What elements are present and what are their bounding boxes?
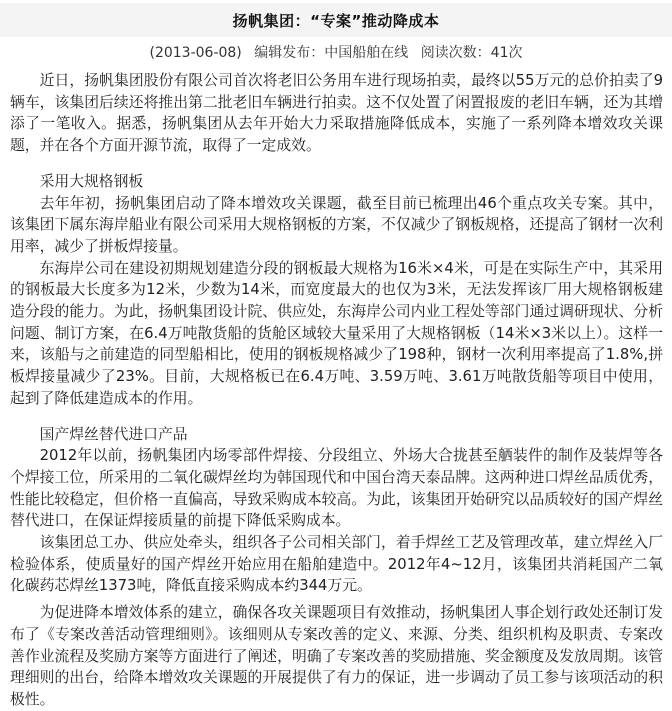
article-meta <box>0 42 672 64</box>
paragraph: 2012年以前，扬帆集团内场零部件焊接、分段组立、外场大合拢甚至舾装件的制作及装焊等各个焊接工位，所采用的二氧化碳焊丝均为韩国现代和中国台湾天泰品牌。这两种进口焊丝品质优秀，性能比较稳定，但价格一直偏高，导致采购成本较高。为此，该集团开始研究以品质较好的国产焊丝替代进口，在保证焊接质量的前提下降低采购成本。 <box>10 447 663 530</box>
section-heading: 采用大规格钢板 <box>39 172 144 190</box>
publish-date: (2013-06-08) <box>149 45 242 61</box>
article-title: 扬帆集团：“专案”推动降成本 <box>232 11 440 30</box>
paragraph: 东海岸公司在建设初期规划建造分段的钢板最大规格为16米×4米，可是在实际生产中，其采用的钢板最大长度多为12米，少数为14米，而宽度最大的也仅为3米，无法发挥该厂用大规格钢板建造分段的能力。为此，扬帆集团设计院、供应处，东海岸公司内业工程处等部门通过调研现状、分析问题、制订方案，在6.4万吨散货船的货舱区域较大量采用了大规格钢板（14米×3米以上）。这样一来，该船与之前建造的同型船相比，使用的钢板规格减少了198种，钢材一次利用率提高了1.8%,拼板焊接量减少了23%。目前，大规格板已在6.4万吨、3.59万吨、3.61万吨散货船等项目中使用，起到了降低建造成本的作用。 <box>10 259 663 407</box>
read-count: 阅读次数：41次 <box>420 45 523 61</box>
paragraph: 为促进降本增效体系的建立，确保各攻关课题项目有效推动，扬帆集团人事企划行政处还制订发布了《专案改善活动管理细则》。该细则从专案改善的定义、来源、分类、组织机构及职责、专案改善作业流程及奖励方案等方面进行了阐述，明确了专案改善的奖励措施、奖金额度及发放周期。该管理细则的出台，给降本增效攻关课题的开展提供了有力的保证，进一步调动了员工参与该项活动的积极性。 <box>10 604 663 708</box>
section-heading: 国产焊丝替代进口产品 <box>39 425 188 443</box>
title-band <box>0 3 672 37</box>
paragraph: 该集团总工办、供应处牵头，组织各子公司相关部门，着手焊丝工艺及管理改革，建立焊丝入厂检验体系，使质量好的国产焊丝开始应用在船舶建造中。2012年4~12月，该集团共消耗国产二氧化碳药芯焊丝1373吨，降低直接采购成本约344万元。 <box>10 534 663 595</box>
publisher: 编辑发布：中国船舶在线 <box>254 45 409 61</box>
article-body <box>10 70 663 711</box>
paragraph: 去年年初，扬帆集团启动了降本增效攻关课题，截至目前已梳理出46个重点攻关专案。其中，该集团下属东海岸船业有限公司采用大规格钢板的方案，不仅减少了钢板规格，还提高了钢材一次利用率，减少了拼板焊接量。 <box>10 194 663 255</box>
paragraph: 近日，扬帆集团股份有限公司首次将老旧公务用车进行现场拍卖，最终以55万元的总价拍卖了9辆车，该集团后续还将推出第二批老旧车辆进行拍卖。这不仅处置了闲置报废的老旧车辆，还为其增添了一笔收入。据悉，扬帆集团从去年开始大力采取措施降低成本，实施了一系列降本增效攻关课题，并在各个方面开源节流，取得了一定成效。 <box>10 72 663 155</box>
